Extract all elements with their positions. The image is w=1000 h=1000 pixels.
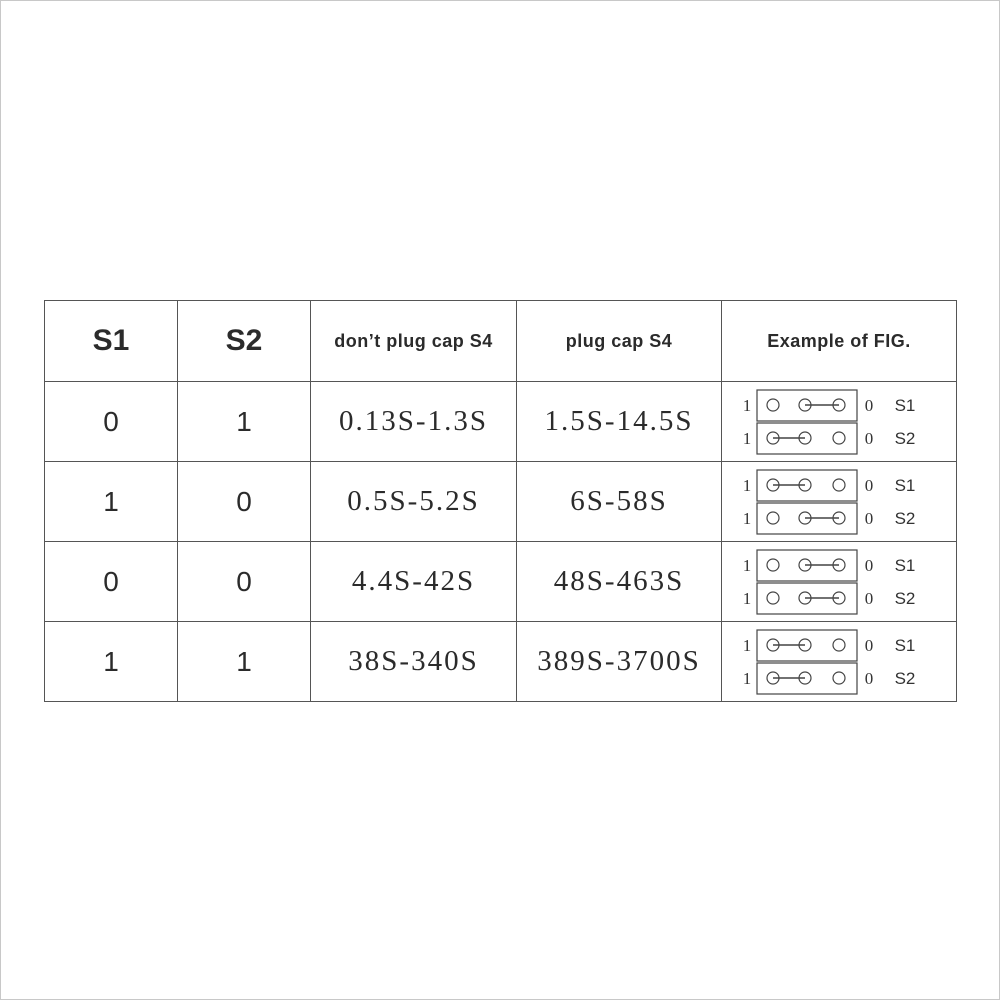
label-zero: 0 [864, 555, 874, 575]
cell-plug: 1.5S-14.5S [517, 382, 722, 462]
header-s1: S1 [45, 301, 178, 382]
jumper-diagram-icon [739, 548, 939, 616]
cell-plug: 48S-463S [517, 542, 722, 622]
cell-plug: 6S-58S [517, 462, 722, 542]
cell-s2: 0 [178, 462, 311, 542]
table-row [45, 622, 957, 702]
label-one: 1 [742, 508, 752, 528]
pin-icon [767, 559, 779, 571]
label-s1: S1 [894, 395, 916, 415]
label-s2: S2 [894, 668, 916, 688]
cell-s2: 0 [178, 542, 311, 622]
jumper-diagram-icon [739, 468, 939, 536]
cell-s1: 1 [45, 622, 178, 702]
cell-fig [722, 382, 957, 462]
header-s2: S2 [178, 301, 311, 382]
table-row [45, 462, 957, 542]
pin-icon [833, 432, 845, 444]
cell-s1: 0 [45, 382, 178, 462]
label-zero: 0 [864, 395, 874, 415]
cell-fig [722, 622, 957, 702]
cell-s1: 1 [45, 462, 178, 542]
cell-fig [722, 542, 957, 622]
jumper-block-s2 [757, 423, 857, 454]
label-zero: 0 [864, 635, 874, 655]
header-row [45, 301, 957, 382]
label-zero: 0 [864, 508, 874, 528]
table-row [45, 542, 957, 622]
pin-icon [767, 592, 779, 604]
label-s2: S2 [894, 588, 916, 608]
label-s1: S1 [894, 635, 916, 655]
cell-plug: 389S-3700S [517, 622, 722, 702]
label-one: 1 [742, 668, 752, 688]
label-zero: 0 [864, 668, 874, 688]
jumper-block-s1 [757, 630, 857, 661]
cell-no-plug: 4.4S-42S [311, 542, 517, 622]
jumper-block-s1 [757, 470, 857, 501]
header-plug: plug cap S4 [517, 301, 722, 382]
jumper-diagram-icon [739, 388, 939, 456]
cell-s1: 0 [45, 542, 178, 622]
label-one: 1 [742, 588, 752, 608]
label-zero: 0 [864, 588, 874, 608]
cell-no-plug: 0.5S-5.2S [311, 462, 517, 542]
jumper-block-s2 [757, 663, 857, 694]
cell-s2: 1 [178, 622, 311, 702]
pin-icon [767, 512, 779, 524]
cell-no-plug: 38S-340S [311, 622, 517, 702]
label-s1: S1 [894, 475, 916, 495]
label-one: 1 [742, 555, 752, 575]
cell-s2: 1 [178, 382, 311, 462]
header-fig: Example of FIG. [722, 301, 957, 382]
cell-no-plug: 0.13S-1.3S [311, 382, 517, 462]
jumper-diagram-icon [739, 628, 939, 696]
label-one: 1 [742, 395, 752, 415]
pin-icon [833, 639, 845, 651]
table-row [45, 382, 957, 462]
label-s2: S2 [894, 508, 916, 528]
label-zero: 0 [864, 428, 874, 448]
pin-icon [833, 672, 845, 684]
label-one: 1 [742, 475, 752, 495]
label-s2: S2 [894, 428, 916, 448]
timer-settings-table [44, 300, 957, 702]
label-one: 1 [742, 635, 752, 655]
header-no-plug: don’t plug cap S4 [311, 301, 517, 382]
label-zero: 0 [864, 475, 874, 495]
pin-icon [833, 479, 845, 491]
label-one: 1 [742, 428, 752, 448]
cell-fig [722, 462, 957, 542]
label-s1: S1 [894, 555, 916, 575]
pin-icon [767, 399, 779, 411]
